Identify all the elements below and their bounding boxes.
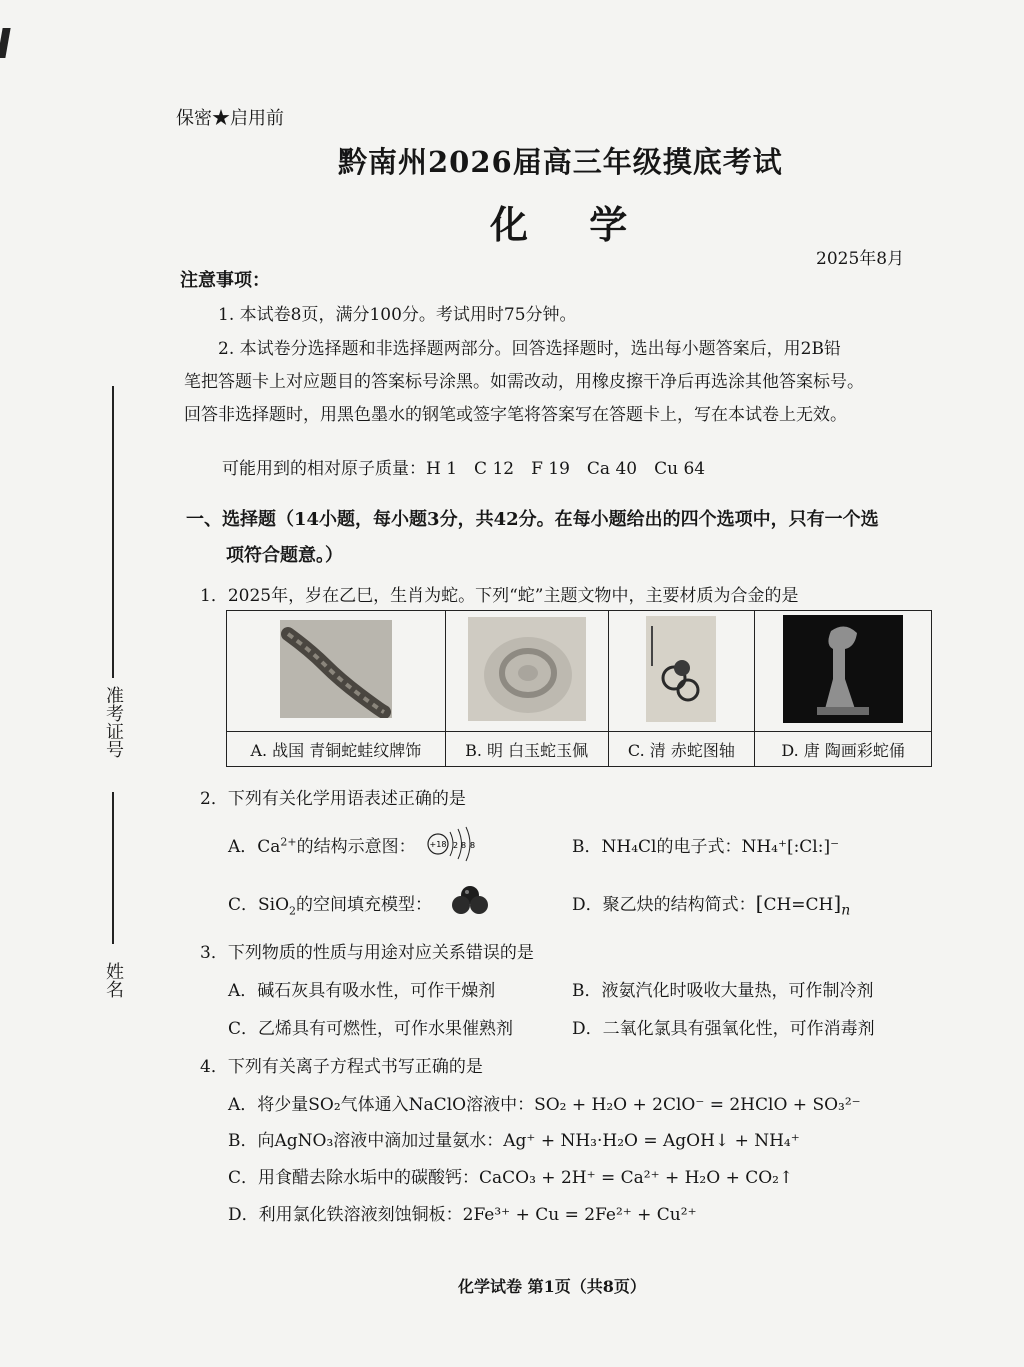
bracket-left: [ xyxy=(755,891,764,915)
jade-pendant-image xyxy=(468,617,586,721)
question-2-stem: 2．下列有关化学用语表述正确的是 xyxy=(200,789,466,809)
bracket-right: ] xyxy=(833,891,842,915)
calcium-ion-structure-diagram xyxy=(426,824,486,864)
nucleus-charge: +18 xyxy=(429,840,447,849)
option-4c: C．用食醋去除水垢中的碳酸钙：CaCO₃ + 2H⁺ = Ca²⁺ + H₂O + CO₂↑ xyxy=(228,1168,794,1188)
option-2c-prefix: C．SiO xyxy=(228,895,290,915)
option-2c-sub: 2 xyxy=(289,904,297,918)
artifact-image-a xyxy=(227,611,446,732)
notice-line-1: 1. 本试卷8页，满分100分。考试用时75分钟。 xyxy=(218,305,577,325)
scan-mark xyxy=(0,28,11,58)
confidential-label: 保密★启用前 xyxy=(176,108,284,129)
option-2a xyxy=(228,832,416,857)
option-1a: A. 战国 青铜蛇蛙纹牌饰 xyxy=(227,732,446,767)
name-label: 姓名 xyxy=(103,962,124,998)
option-4b: B．向AgNO₃溶液中滴加过量氨水：Ag⁺ + NH₃·H₂O = AgOH↓ + NH₄⁺ xyxy=(228,1131,800,1151)
section-heading-cont: 项符合题意。） xyxy=(226,545,343,566)
artifact-table xyxy=(226,610,932,767)
repeat-n: n xyxy=(841,902,851,919)
bronze-plaque-image xyxy=(280,620,392,718)
option-4d: D．利用氯化铁溶液刻蚀铜板：2Fe³⁺ + Cu = 2Fe²⁺ + Cu²⁺ xyxy=(228,1205,697,1225)
polyacetylene-formula: CH=CH xyxy=(763,895,834,915)
artifact-image-d xyxy=(755,611,932,732)
option-1b: B. 明 白玉蛇玉佩 xyxy=(445,732,608,767)
option-3a: A．碱石灰具有吸水性，可作干燥剂 xyxy=(228,981,496,1001)
shell-3: 8 xyxy=(470,841,476,850)
option-1d: D. 唐 陶画彩蛇俑 xyxy=(755,732,932,767)
option-2c-suffix: 的空间填充模型： xyxy=(296,895,433,915)
notice-line-4: 回答非选择题时，用黑色墨水的钢笔或签字笔将答案写在答题卡上，写在本试卷上无效。 xyxy=(184,405,847,425)
shell-2: 8 xyxy=(461,841,467,850)
exam-date: 2025年8月 xyxy=(816,249,905,269)
artifact-image-c xyxy=(608,611,755,732)
question-4-stem: 4．下列有关离子方程式书写正确的是 xyxy=(200,1057,483,1077)
question-1-stem: 1．2025年，岁在乙巳，生肖为蛇。下列“蛇”主题文物中，主要材质为合金的是 xyxy=(200,586,799,606)
notice-title: 注意事项： xyxy=(180,270,270,291)
shell-1: 2 xyxy=(453,841,459,850)
option-1c: C. 清 赤蛇图轴 xyxy=(608,732,755,767)
option-2d-prefix: D．聚乙炔的结构简式： xyxy=(572,895,756,915)
page-footer: 化学试卷 第1页（共8页） xyxy=(458,1277,646,1296)
notice-line-3: 笔把答题卡上对应题目的答案标号涂黑。如需改动，用橡皮擦干净后再选涂其他答案标号。 xyxy=(184,372,864,392)
option-3c: C．乙烯具有可燃性，可作水果催熟剂 xyxy=(228,1019,514,1039)
option-2d xyxy=(572,890,850,918)
option-4a: A．将少量SO₂气体通入NaClO溶液中：SO₂ + H₂O + 2ClO⁻ = 2HClO + SO₃²⁻ xyxy=(228,1095,861,1115)
option-2c xyxy=(228,890,432,917)
notice-line-2: 2. 本试卷分选择题和非选择题两部分。回答选择题时，选出每小题答案后，用2B铅 xyxy=(218,339,841,359)
option-2a-charge: 2+ xyxy=(280,835,297,849)
pottery-figurine-image xyxy=(783,615,903,723)
artifact-image-b xyxy=(445,611,608,732)
option-2a-suffix: 的结构示意图： xyxy=(296,837,416,857)
space-filling-model xyxy=(450,884,490,916)
exam-title: 黔南州2026届高三年级摸底考试 xyxy=(338,145,783,179)
binding-line-top xyxy=(112,386,114,678)
option-3b: B．液氨汽化时吸收大量热，可作制冷剂 xyxy=(572,981,874,1001)
atomic-masses: 可能用到的相对原子质量：H 1 C 12 F 19 Ca 40 Cu 64 xyxy=(222,459,706,479)
section-heading: 一、选择题（14小题，每小题3分，共42分。在每小题给出的四个选项中，只有一个选 xyxy=(186,509,879,530)
snake-scroll-image xyxy=(646,616,716,722)
option-2b: B．NH₄Cl的电子式：NH₄⁺[:Cl:]⁻ xyxy=(572,837,840,857)
exam-id-label: 准考证号 xyxy=(103,686,124,758)
option-3d: D．二氧化氯具有强氧化性，可作消毒剂 xyxy=(572,1019,875,1039)
question-3-stem: 3．下列物质的性质与用途对应关系错误的是 xyxy=(200,943,534,963)
binding-line-mid xyxy=(112,792,114,944)
option-2a-prefix: A．Ca xyxy=(228,837,281,857)
subject-title: 化 学 xyxy=(490,202,652,247)
